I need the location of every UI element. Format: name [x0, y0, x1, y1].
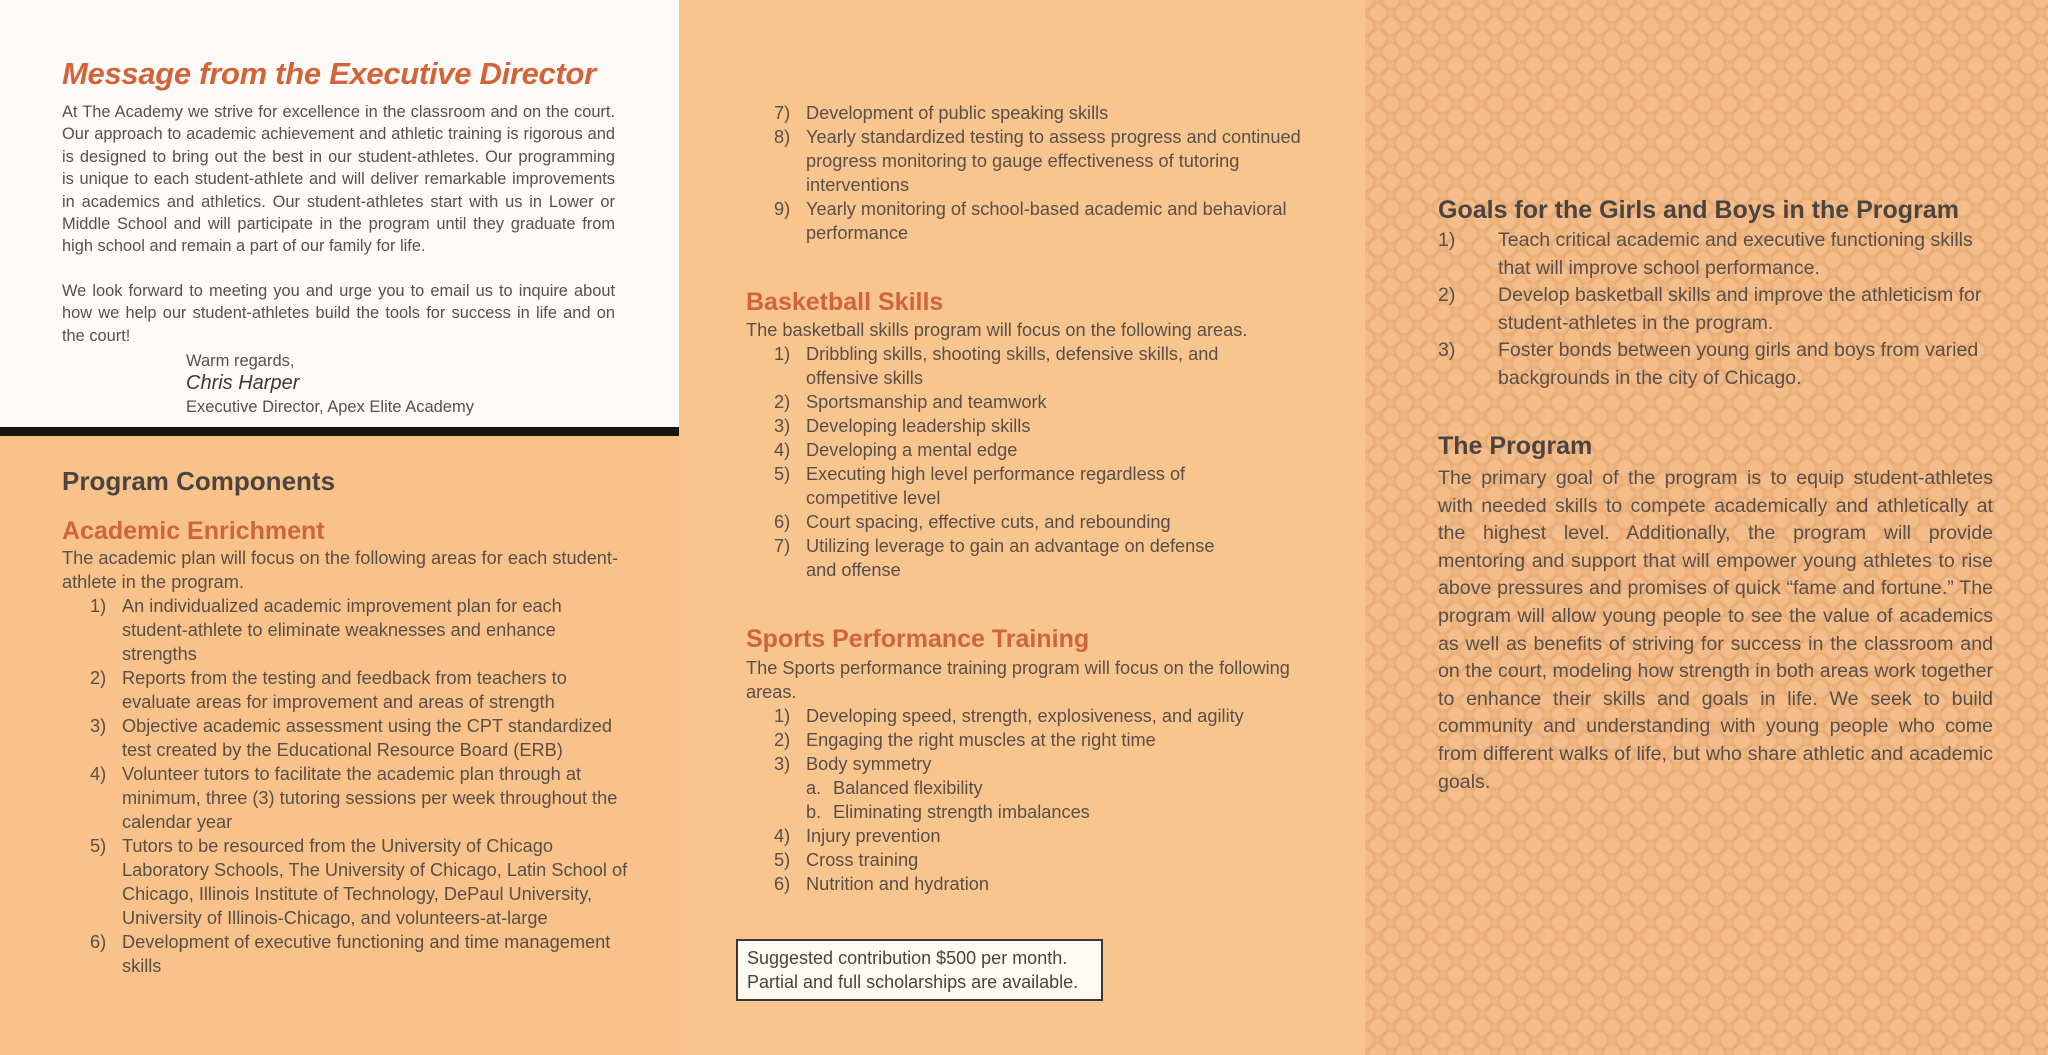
sports-list: [746, 704, 1316, 896]
contribution-line-1: Suggested contribution $500 per month.: [747, 948, 1068, 968]
list-item: 7) Development of public speaking skills: [774, 103, 1109, 123]
list-item: 3) Body symmetry: [774, 754, 932, 774]
list-item: 4) Developing a mental edge: [774, 440, 1018, 460]
basketball-list: [746, 342, 1236, 582]
list-subitem: a. Balanced flexibility: [806, 778, 983, 798]
left-panel: [0, 0, 679, 1055]
list-item: 2) Engaging the right muscles at the right time: [774, 730, 1156, 750]
list-item: 6) Nutrition and hydration: [774, 874, 989, 894]
academic-list-continued: [746, 101, 1316, 245]
list-subitem: b. Eliminating strength imbalances: [806, 802, 1090, 822]
list-item: 1) Developing speed, strength, explosiveness, and agility: [774, 706, 1244, 726]
goals-title: Goals for the Girls and Boys in the Program: [1438, 196, 1959, 224]
program-description: The primary goal of the program is to equip student-athletes with needed skills to compete academically and athletically at the highest level. Additionally, the program will provide mentoring and support that will empower young athletes to rise above pressures and promises of quick “fame and fortune.” The program will allow young people to see the value of academics as well as benefits of striving for success in the classroom and on the court, modeling how strength in both areas work together to enhance their skills and goals in life. We seek to build community and understanding with young people who come from different walks of life, but who share athletic and academic goals.: [1438, 467, 1993, 793]
contribution-line-2: Partial and full scholarships are available.: [747, 972, 1079, 992]
list-item: 1) Dribbling skills, shooting skills, defensive skills, and offensive skills: [774, 344, 1219, 388]
academic-list: [62, 594, 632, 978]
list-item: 8) Yearly standardized testing to assess progress and continued progress monitoring to gauge effectiveness of tutoring interventions: [774, 127, 1301, 195]
list-item: 1) An individualized academic improvement plan for each student-athlete to eliminate weaknesses and enhance strengths: [90, 596, 562, 664]
program-title: The Program: [1438, 432, 1593, 460]
list-item: 4) Volunteer tutors to facilitate the academic plan through at minimum, three (3) tutoring sessions per week throughout the calendar year: [90, 764, 618, 832]
signature-closing: Warm regards,: [186, 352, 295, 370]
list-item: 3) Objective academic assessment using the CPT standardized test created by the Educational Resource Board (ERB): [90, 716, 612, 760]
list-item: 1) Teach critical academic and executive functioning skills that will improve school performance.: [1438, 229, 1973, 279]
message-paragraph-1: At The Academy we strive for excellence in the classroom and on the court. Our approach to academic achievement and athletic training is rigorous and is designed to bring out the best in our student-athletes. Our programming is unique to each student-athlete and will deliver remarkable improvements in academics and athletics. Our student-athletes start with us in Lower or Middle School and will participate in the program until they graduate from high school and remain a part of our family for life.: [62, 103, 615, 256]
academic-intro: The academic plan will focus on the following areas for each student-athlete in the program.: [62, 548, 619, 592]
list-item: 6) Court spacing, effective cuts, and rebounding: [774, 512, 1171, 532]
program-components-title: Program Components: [62, 466, 336, 496]
message-title: Message from the Executive Director: [62, 56, 596, 91]
list-item: 7) Utilizing leverage to gain an advantage on defense and offense: [774, 536, 1215, 580]
list-item: 2) Reports from the testing and feedback from teachers to evaluate areas for improvement and areas of strength: [90, 668, 567, 712]
sports-intro: The Sports performance training program will focus on the following areas.: [746, 658, 1290, 702]
list-item: 4) Injury prevention: [774, 826, 941, 846]
contribution-box: [736, 939, 1103, 1001]
list-item: 6) Development of executive functioning and time management skills: [90, 932, 611, 976]
list-item: 3) Developing leadership skills: [774, 416, 1031, 436]
list-item: 5) Cross training: [774, 850, 919, 870]
list-item: 9) Yearly monitoring of school-based academic and behavioral performance: [774, 199, 1287, 243]
basketball-intro: The basketball skills program will focus on the following areas.: [746, 320, 1248, 340]
list-item: 2) Develop basketball skills and improve the athleticism for student-athletes in the program.: [1438, 284, 1982, 334]
academic-enrichment-title: Academic Enrichment: [62, 517, 325, 545]
basketball-skills-title: Basketball Skills: [746, 288, 944, 316]
signature-title: Executive Director, Apex Elite Academy: [186, 398, 474, 416]
list-item: 5) Tutors to be resourced from the University of Chicago Laboratory Schools, The University of Chicago, Latin School of Chicago, Illinois Institute of Technology, DePaul University, University of Illinois-Chicago, and volunteers-at-large: [90, 836, 628, 928]
message-paragraph-2: We look forward to meeting you and urge you to email us to inquire about how we help our student-athletes build the tools for success in life and on the court!: [62, 282, 615, 345]
list-item: 3) Foster bonds between young girls and boys from varied backgrounds in the city of Chicago.: [1438, 339, 1979, 389]
list-item: 5) Executing high level performance regardless of competitive level: [774, 464, 1186, 508]
director-message-box: [0, 0, 679, 436]
sports-performance-title: Sports Performance Training: [746, 625, 1090, 653]
signature-name: Chris Harper: [186, 372, 300, 394]
list-item: 2) Sportsmanship and teamwork: [774, 392, 1047, 412]
goals-list: [1438, 227, 2003, 392]
